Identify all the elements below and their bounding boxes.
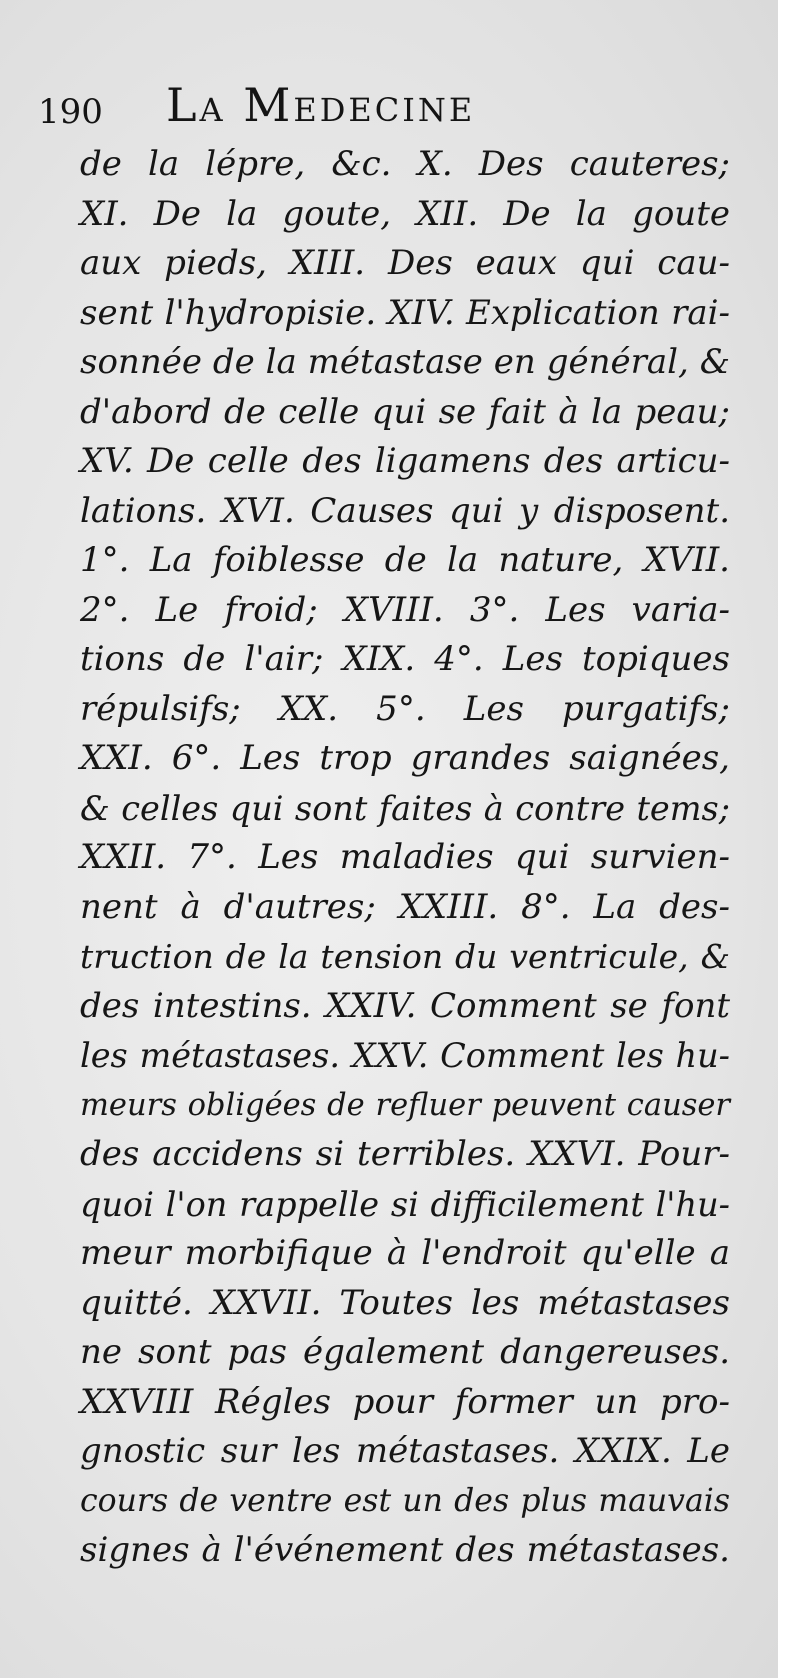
text-line: 2°. Le froid; XVIII. 3°. Les varia- [80, 589, 730, 630]
page-margin [778, 0, 800, 1678]
text-line: ne sont pas également dangereuses. [80, 1332, 730, 1372]
text-line: truction de la tension du ventricule, & [80, 937, 730, 976]
text-line: quoi l'on rappelle si difficilement l'hu- [80, 1184, 730, 1224]
text-line: répulsifs; XX. 5°. Les purgatifs; [80, 688, 730, 729]
text-line: d'abord de celle qui se fait à la peau; [80, 391, 730, 432]
text-line: des accidens si terribles. XXVI. Pour- [80, 1134, 730, 1174]
running-title: La Medecine [166, 78, 476, 132]
text-line: XXI. 6°. Les trop grandes saignées, [80, 738, 730, 778]
page-header [38, 78, 738, 138]
text-line: gnostic sur les métastases. XXIX. Le [80, 1431, 730, 1471]
text-line: les métastases. XXV. Comment les hu- [80, 1036, 730, 1075]
body-text [80, 140, 730, 1576]
text-line: aux pieds, XIII. Des eaux qui cau- [80, 243, 730, 283]
text-line: 1°. La foiblesse de la nature, XVII. [80, 540, 730, 580]
text-line: XV. De celle des ligamens des articu- [80, 441, 730, 481]
text-line: meurs obligées de refluer peuvent causer [80, 1087, 730, 1123]
text-line: des intestins. XXIV. Comment se font [80, 985, 730, 1026]
text-line: tions de l'air; XIX. 4°. Les topiques [80, 639, 730, 679]
text-line: & celles qui sont faites à contre tems; [80, 788, 730, 828]
page-number: 190 [38, 92, 103, 132]
text-line: quitté. XXVII. Toutes les métastases [80, 1282, 730, 1323]
text-line: cours de ventre est un des plus mauvais [80, 1482, 730, 1519]
text-line: sent l'hydropisie. XIV. Explication rai- [80, 292, 730, 333]
text-line: de la lépre, &c. X. Des cauteres; [80, 144, 730, 184]
text-line: XXVIII Régles pour former un pro- [80, 1381, 730, 1422]
text-line: nent à d'autres; XXIII. 8°. La des- [80, 886, 730, 927]
text-line: sonnée de la métastase en général, & [80, 342, 730, 382]
text-line: signes à l'événement des métastases. [80, 1530, 730, 1570]
text-line: XXII. 7°. Les maladies qui survien- [80, 837, 730, 877]
text-line: lations. XVI. Causes qui y disposent. [80, 490, 730, 531]
text-line: XI. De la goute, XII. De la goute [80, 193, 730, 234]
text-line: meur morbifique à l'endroit qu'elle a [80, 1233, 730, 1273]
